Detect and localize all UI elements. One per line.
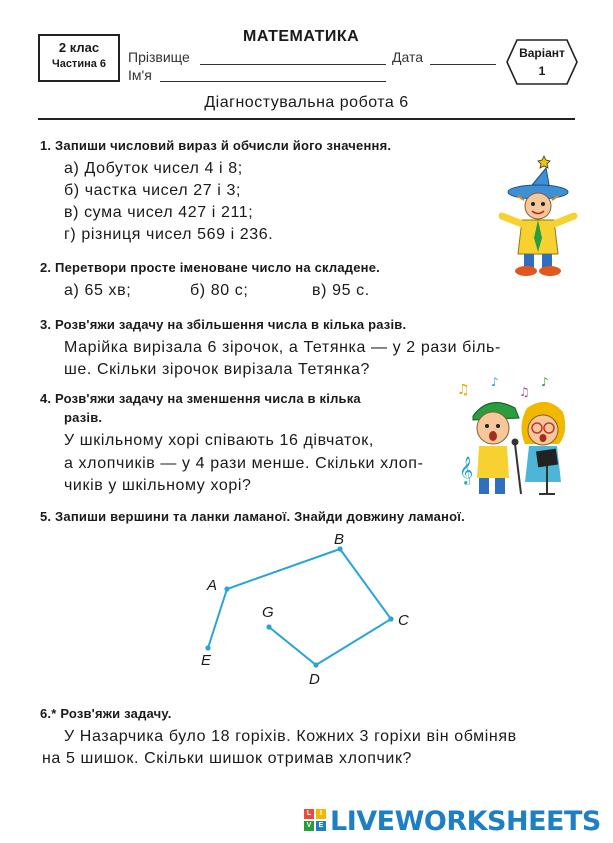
task3-heading: 3. Розв'яжи задачу на збільшення числа в кілька разів. xyxy=(40,317,407,332)
point-a xyxy=(224,586,229,591)
broken-line xyxy=(208,549,391,665)
name-label: Ім'я xyxy=(128,67,152,83)
grade-box xyxy=(38,34,120,82)
svg-text:♪: ♪ xyxy=(541,375,549,389)
point-c xyxy=(388,616,393,621)
point-e xyxy=(205,645,210,650)
polyline-figure xyxy=(180,528,420,698)
logo-mark-letter-2: I xyxy=(320,810,322,817)
task1-item-a: а) Добуток чисел 4 і 8; xyxy=(64,160,243,177)
variant-badge-shape xyxy=(505,36,579,88)
svg-text:𝄞: 𝄞 xyxy=(459,456,474,484)
variant-number: 1 xyxy=(538,64,546,78)
task4-line-2: а хлопчиків — у 4 рази менше. Скільки хлоп- xyxy=(64,455,424,472)
variant-label: Варіант xyxy=(519,46,565,60)
label-d: D xyxy=(309,671,320,688)
svg-text:♪: ♪ xyxy=(491,375,499,389)
liveworksheets-logo[interactable]: LIVEWORKSHEETS xyxy=(330,806,601,837)
logo-mark-letter-3: V xyxy=(306,822,312,829)
scarecrow-illustration xyxy=(498,154,578,278)
label-a: A xyxy=(207,577,218,594)
surname-field[interactable] xyxy=(200,64,386,65)
task2-heading: 2. Перетвори просте іменоване число на складене. xyxy=(40,260,380,275)
task1-item-b: б) частка чисел 27 і 3; xyxy=(64,182,242,199)
variant-badge xyxy=(505,36,579,88)
liveworksheets-logo-mark xyxy=(304,809,326,831)
logo-mark-letter-4: E xyxy=(318,822,324,829)
singing-children-illustration xyxy=(455,374,575,500)
date-label: Дата xyxy=(392,49,424,65)
svg-text:♫: ♫ xyxy=(457,382,470,398)
task2-item-b: б) 80 с; xyxy=(190,282,249,299)
label-e: E xyxy=(201,652,212,669)
name-field[interactable] xyxy=(160,81,386,82)
task5-heading: 5. Запиши вершини та ланки ламаної. Знайди довжину ламаної. xyxy=(40,509,465,524)
task6-line-1: У Назарчика було 18 горіхів. Кожних 3 горіхи він обміняв xyxy=(64,728,517,745)
part-label: Частина 6 xyxy=(51,58,107,70)
surname-label: Прізвище xyxy=(128,49,190,65)
task4-line-3: чиків у шкільному хорі? xyxy=(64,477,252,494)
task4-heading-1: 4. Розв'яжи задачу на зменшення числа в кілька xyxy=(40,391,361,406)
task1-item-c: в) сума чисел 427 і 211; xyxy=(64,204,254,221)
label-b: B xyxy=(334,531,345,548)
logo-mark-letter-1: L xyxy=(306,810,312,817)
header-divider xyxy=(38,118,575,120)
page-title: Діагностувальна робота 6 xyxy=(204,94,409,111)
task4-heading-2: разів. xyxy=(64,410,103,425)
task3-line-1: Марійка вирізала 6 зірочок, а Тетянка — у 2 рази біль- xyxy=(64,339,501,356)
date-field[interactable] xyxy=(430,64,496,65)
label-g: G xyxy=(262,604,274,621)
task1-item-d: г) різниця чисел 569 і 236. xyxy=(64,226,274,243)
task6-line-2: на 5 шишок. Скільки шишок отримав хлопчик? xyxy=(42,750,413,767)
task2-item-c: в) 95 с. xyxy=(312,282,370,299)
task1-heading: 1. Запиши числовий вираз й обчисли його значення. xyxy=(40,138,392,153)
grade-label: 2 клас xyxy=(58,40,100,55)
svg-text:♫: ♫ xyxy=(519,385,530,399)
task3-line-2: ше. Скільки зірочок вирізала Тетянка? xyxy=(64,361,371,378)
task6-heading: 6.* Розв'яжи задачу. xyxy=(40,706,172,721)
subject-title: МАТЕМАТИКА xyxy=(243,28,360,45)
point-d xyxy=(313,662,318,667)
task2-item-a: а) 65 хв; xyxy=(64,282,132,299)
task4-line-1: У шкільному хорі співають 16 дівчаток, xyxy=(64,432,374,449)
label-c: C xyxy=(398,612,409,629)
point-g xyxy=(266,624,271,629)
